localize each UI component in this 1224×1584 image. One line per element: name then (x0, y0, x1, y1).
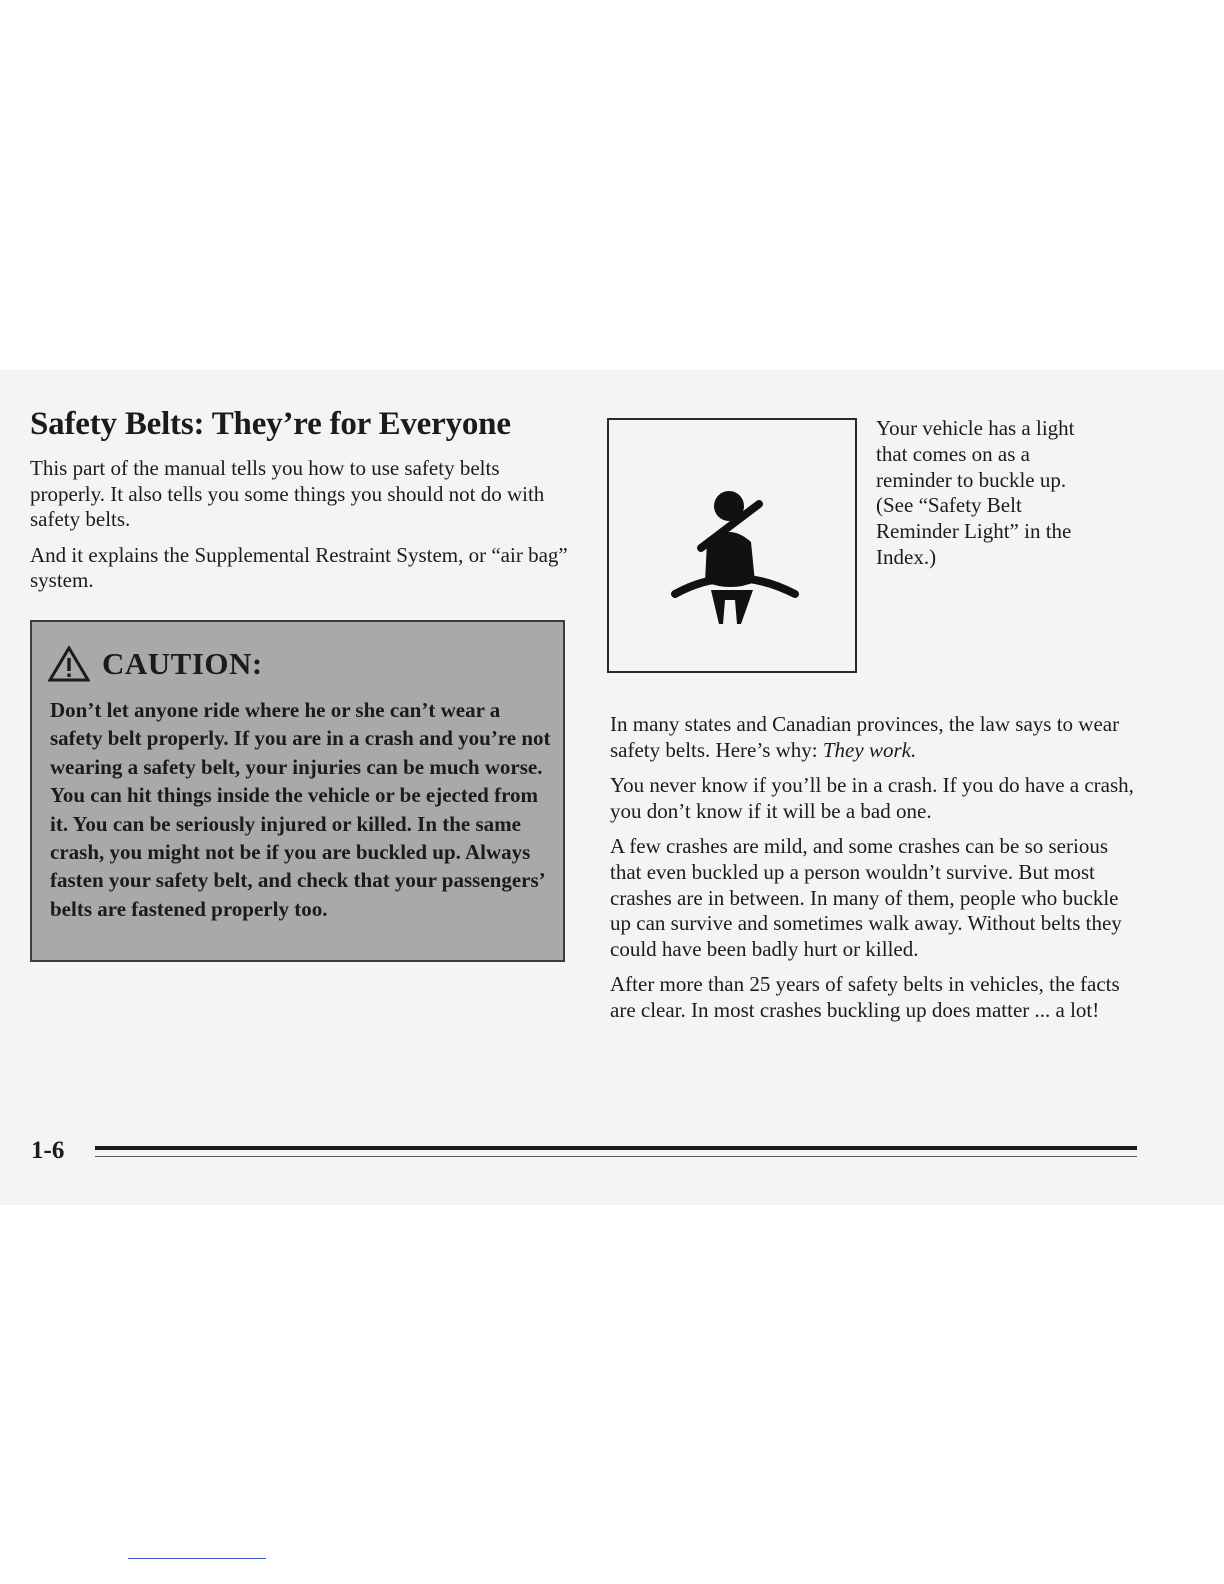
intro-text (30, 456, 575, 604)
footer-rule-thin (95, 1156, 1137, 1157)
body-paragraph: You never know if you’ll be in a crash. If you do have a crash, you don’t know if it will be a bad one. (610, 773, 1134, 823)
reminder-icon-box (607, 418, 857, 673)
body-paragraph: After more than 25 years of safety belts in vehicles, the facts are clear. In most crashes buckling up does matter ... a lot! (610, 972, 1120, 1022)
body-paragraph-text: In many states and Canadian provinces, the law says to wear safety belts. Here’s why: (610, 712, 1120, 762)
warning-triangle-icon (48, 646, 90, 682)
section-title: Safety Belts: They’re for Everyone (30, 406, 511, 442)
emphasis-text: They work. (822, 737, 917, 762)
body-text-right (610, 712, 1135, 1034)
page-number: 1-6 (31, 1137, 65, 1164)
caution-label: CAUTION: (102, 646, 263, 681)
bottom-underline (128, 1558, 266, 1559)
caution-text: Don’t let anyone ride where he or she can’t wear a safety belt properly. If you are in a crash and you’re not wearing a safety belt, your injuries can be much worse. You can hit things inside the vehicle or be ejected from it. You can be seriously injured or killed. In the same crash, you might not be if you are buckled up. Always fasten your safety belt, and check that your passengers’ belts are fastened properly too. (50, 698, 551, 921)
reminder-text: Your vehicle has a light that comes on as a reminder to buckle up. (See “Safety Belt Reminder Light” in the Index.) (876, 416, 1075, 569)
body-paragraph: A few crashes are mild, and some crashes can be so serious that even buckled up a person wouldn’t survive. But most crashes are in between. In many of them, people who buckle up can survive and sometimes walk away. Without belts they could have been badly hurt or killed. (610, 834, 1122, 961)
footer-rule (95, 1146, 1137, 1150)
caution-heading (48, 646, 263, 682)
intro-paragraph: This part of the manual tells you how to use safety belts properly. It also tells you some things you should not do with safety belts. (30, 456, 545, 531)
intro-paragraph: And it explains the Supplemental Restraint System, or “air bag” system. (30, 542, 568, 592)
body-paragraph (610, 712, 1135, 763)
caution-box (30, 620, 565, 962)
